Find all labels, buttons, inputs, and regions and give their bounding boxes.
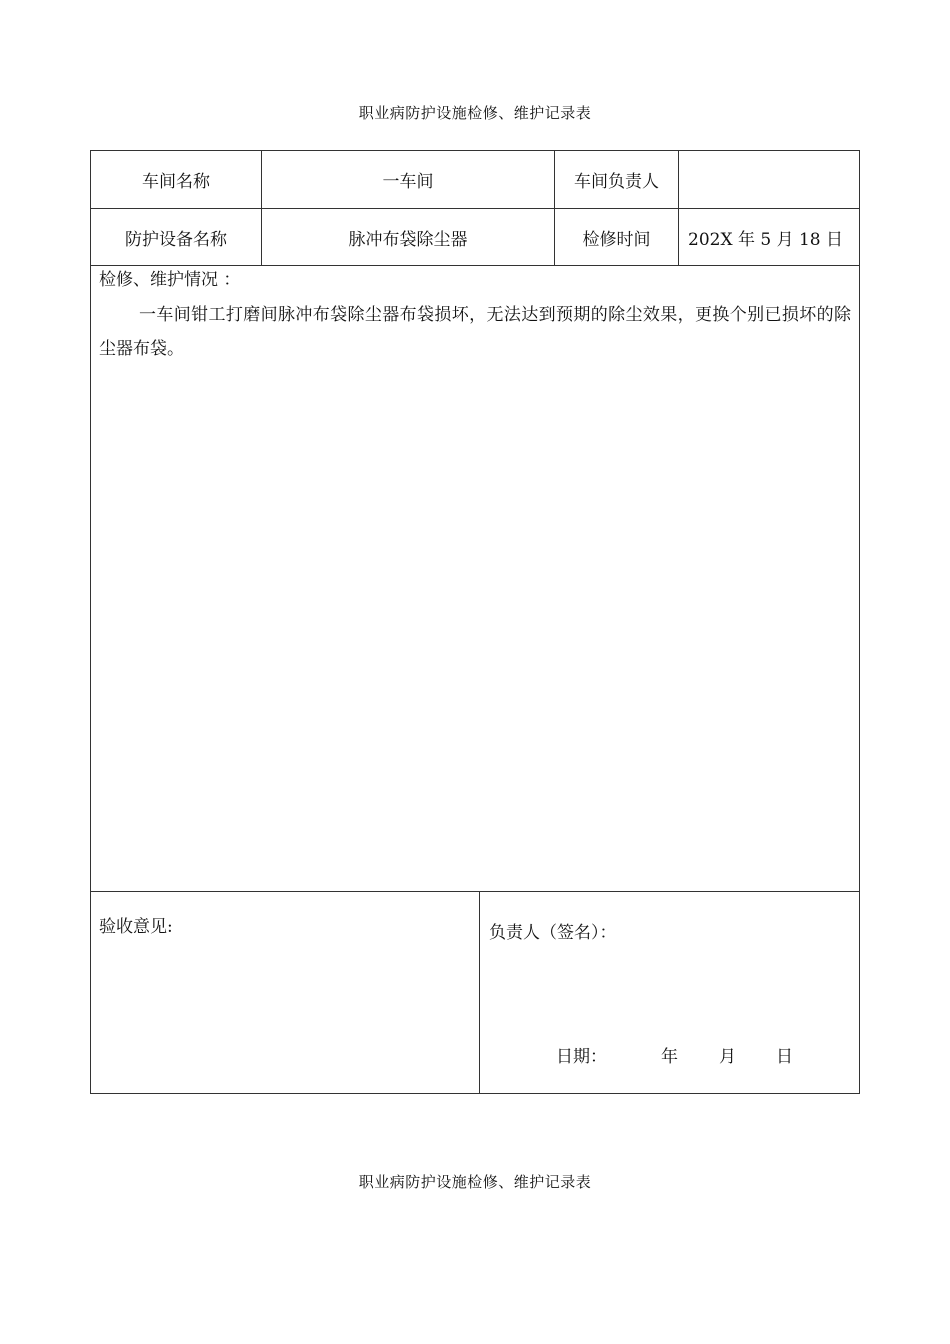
- maintenance-content[interactable]: 一车间钳工打磨间脉冲布袋除尘器布袋损坏，无法达到预期的除尘效果，更换个别已损坏的除尘器布袋。: [99, 305, 851, 359]
- date-label: 日期：: [556, 1047, 607, 1067]
- maintenance-time-label: 检修时间: [555, 209, 679, 265]
- signature-box[interactable]: [480, 892, 859, 1093]
- signature-label: 负责人（签名）：: [489, 923, 617, 943]
- maintenance-section: [91, 266, 859, 892]
- workshop-name-value[interactable]: 一车间: [262, 151, 555, 208]
- acceptance-box[interactable]: [91, 892, 480, 1093]
- acceptance-label: 验收意见:: [99, 917, 173, 937]
- device-name-value[interactable]: 脉冲布袋除尘器: [262, 209, 555, 265]
- date-day-label: 日: [776, 1047, 793, 1067]
- table-row-device: [91, 209, 859, 266]
- approval-section: [91, 892, 859, 1093]
- workshop-manager-value[interactable]: [679, 151, 859, 208]
- maintenance-label: 检修、维护情况 ：: [99, 270, 241, 290]
- table-row-workshop: [91, 151, 859, 209]
- footer-title: 职业病防护设施检修、维护记录表: [358, 1173, 592, 1191]
- device-name-label: 防护设备名称: [91, 209, 262, 265]
- workshop-name-label: 车间名称: [91, 151, 262, 208]
- maintenance-time-value[interactable]: 202X 年 5 月 18 日: [688, 229, 844, 250]
- maintenance-record-table: [90, 150, 860, 1094]
- page-title: 职业病防护设施检修、维护记录表: [358, 104, 592, 122]
- date-month-label: 月: [719, 1047, 736, 1067]
- date-year-label: 年: [661, 1047, 678, 1067]
- workshop-manager-label: 车间负责人: [555, 151, 679, 208]
